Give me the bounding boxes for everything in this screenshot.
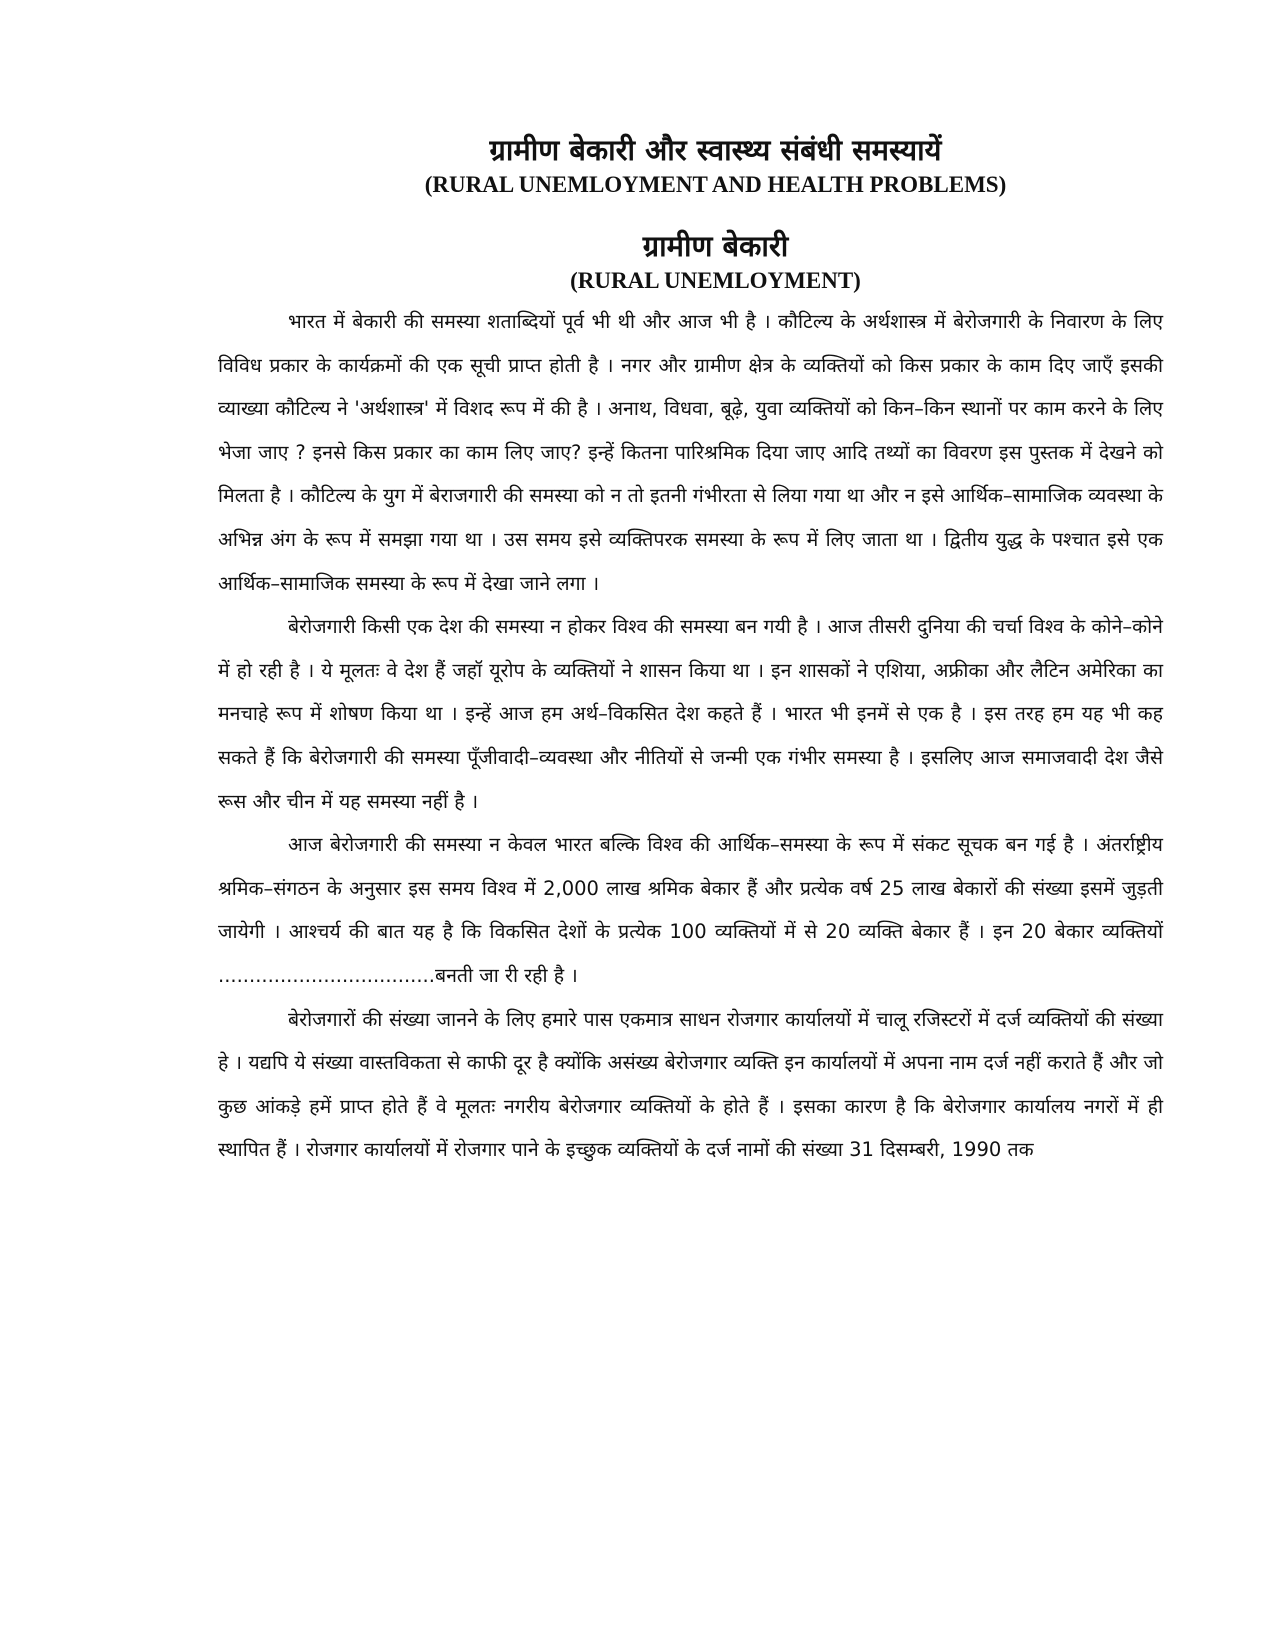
body-paragraph: भारत में बेकारी की समस्या शताब्दियों पूर्व भी थी और आज भी है । कौटिल्य के अर्थशास्त्र में बेरोजगारी के निवारण के लिए विविध प्रकार के कार्यक्रमों की एक सूची प्राप्त होती है । नगर और ग्रामीण क्षेत्र के व्यक्तियों को किस प्रकार के काम दिए जाएँ इसकी व्याख्या कौटिल्य ने 'अर्थशास्त्र' में विशद रूप में की है । अनाथ, विधवा, बूढ़े, युवा व्यक्तियों को किन–किन स्थानों पर काम करने के लिए भेजा जाए ? इनसे किस प्रकार का काम लिए जाए? इन्हें कितना पारिश्रमिक दिया जाए आदि तथ्यों का विवरण इस पुस्तक में देखने को मिलता है । कौटिल्य के युग में बेराजगारी की समस्या को न तो इतनी गंभीरता से लिया गया था और न इसे आर्थिक–सामाजिक व्यवस्था के अभिन्न अंग के रूप में समझा गया था । उस समय इसे व्यक्तिपरक समस्या के रूप में लिए जाता था । द्वितीय युद्ध के पश्चात इसे एक आर्थिक–सामाजिक समस्या के रूप में देखा जाने लगा ।: [218, 310, 1163, 595]
body-paragraph: आज बेरोजगारी की समस्या न केवल भारत बल्कि विश्व की आर्थिक–समस्या के रूप में संकट सूचक बन गई है । अंतर्राष्ट्रीय श्रमिक–संगठन के अनुसार इस समय विश्व में 2,000 लाख श्रमिक बेकार हैं और प्रत्येक वर्ष 25 लाख बेकारों की संख्या इसमें जुड़ती जायेगी । आश्चर्य की बात यह है कि विकसित देशों के प्रत्येक 100 व्यक्तियों में से 20 व्यक्ति बेकार हैं । इन 20 बेकार व्यक्तियों ...................................बनती जा री रही है ।: [218, 833, 1163, 987]
body-paragraph: बेरोजगारी किसी एक देश की समस्या न होकर विश्व की समस्या बन गयी है । आज तीसरी दुनिया की चर्चा विश्व के कोने–कोने में हो रही है । ये मूलतः वे देश हैं जहॉ यूरोप के व्यक्तियों ने शासन किया था । इन शासकों ने एशिया, अफ्रीका और लैटिन अमेरिका का मनचाहे रूप में शोषण किया था । इन्हें आज हम अर्थ–विकसित देश कहते हैं । भारत भी इनमें से एक है । इस तरह हम यह भी कह सकते हैं कि बेरोजगारी की समस्या पूँजीवादी–व्यवस्था और नीतियों से जन्मी एक गंभीर समस्या है । इसलिए आज समाजवादी देश जैसे रूस और चीन में यह समस्या नहीं है ।: [218, 615, 1163, 813]
section-title-hindi: ग्रामीण बेकारी: [642, 229, 789, 263]
body-paragraph: बेरोजगारों की संख्या जानने के लिए हमारे पास एकमात्र साधन रोजगार कार्यालयों में चालू रजिस्टरों में दर्ज व्यक्तियों की संख्या हे । यद्यपि ये संख्या वास्तविकता से काफी दूर है क्योंकि असंख्य बेरोजगार व्यक्ति इन कार्यालयों में अपना नाम दर्ज नहीं कराते हैं और जो कुछ आंकड़े हमें प्राप्त होते हैं वे मूलतः नगरीय बेरोजगार व्यक्तियों के होते हैं । इसका कारण है कि बेरोजगार कार्यालय नगरों में ही स्थापित हैं । रोजगार कार्यालयों में रोजगार पाने के इच्छुक व्यक्तियों के दर्ज नामों की संख्या 31 दिसम्बरी, 1990 तक: [218, 1007, 1163, 1162]
chapter-title-english: (RURAL UNEMLOYMENT AND HEALTH PROBLEMS): [424, 172, 1007, 197]
document-page: [218, 130, 1163, 1172]
chapter-title-hindi: ग्रामीण बेकारी और स्वास्थ्य संबंधी समस्यायें: [489, 133, 942, 167]
section-title-english: (RURAL UNEMLOYMENT): [570, 268, 861, 293]
